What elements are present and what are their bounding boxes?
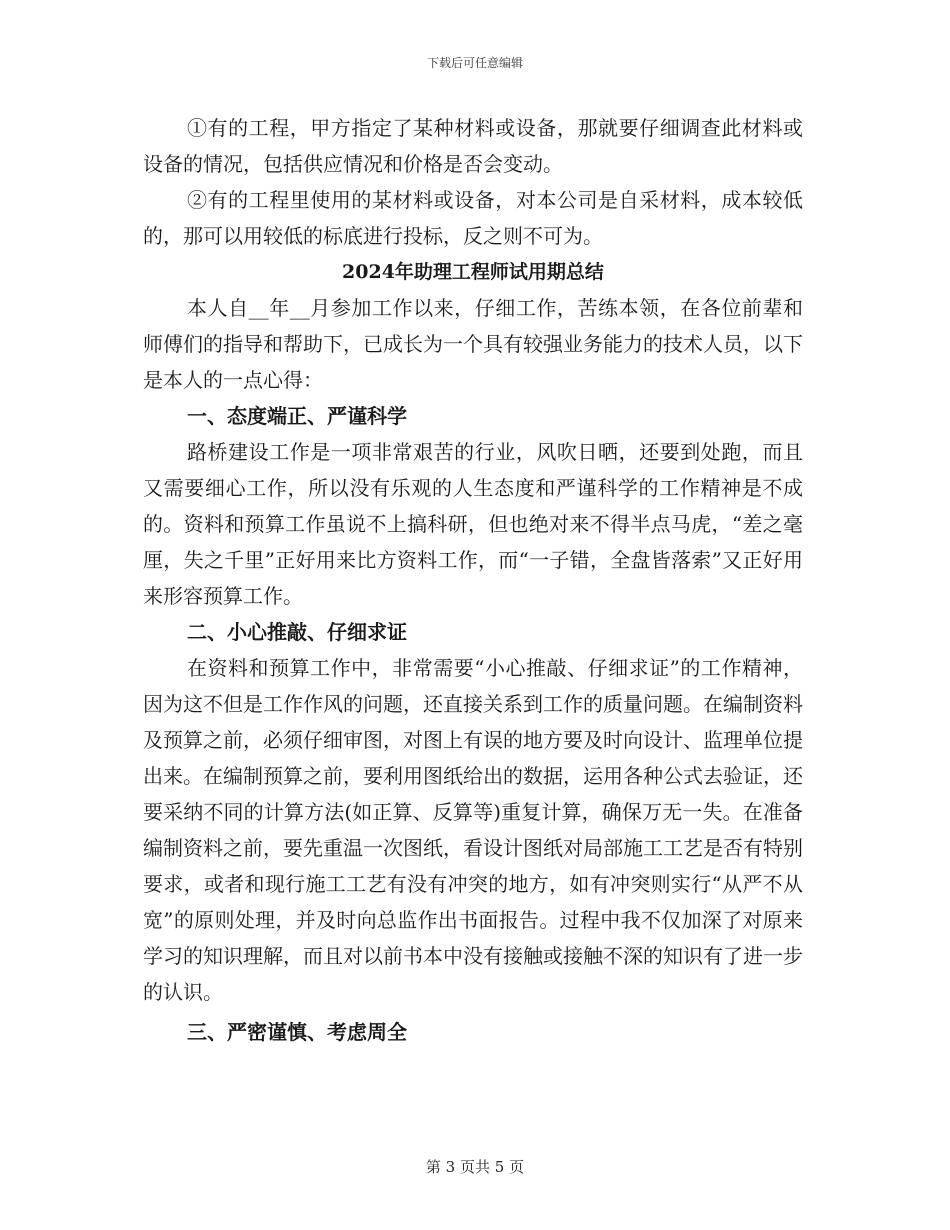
paragraph-material-note-2: ②有的工程里使用的某材料或设备，对本公司是自采材料，成本较低的，那可以用较低的标底进行投标，反之则不可为。 xyxy=(143,188,803,248)
paragraph-section-2: 在资料和预算工作中，非常需要“小心推敲、仔细求证”的工作精神，因为这不但是工作作风的问题，还直接关系到工作的质量问题。在编制资料及预算之前，必须仔细审图，对图上有误的地方要及时向设计、监理单位提出来。在编制预算之前，要利用图纸给出的数据，运用各种公式去验证，还要采纳不同的计算方法(如正算、反算等)重复计算，确保万无一失。在准备编制资料之前，要先重温一次图纸，看设计图纸对局部施工工艺是否有特别要求，或者和现行施工工艺有没有冲突的地方，如有冲突则实行“从严不从宽”的原则处理，并及时向总监作出书面报告。过程中我不仅加深了对原来学习的知识理解，而且对以前书本中没有接触或接触不深的知识有了进一步的认识。 xyxy=(143,656,803,1004)
page-footer: 第 3 页共 5 页 xyxy=(425,1158,525,1176)
paragraph-intro: 本人自__年__月参加工作以来，仔细工作，苦练本领，在各位前辈和师傅们的指导和帮助下，已成长为一个具有较强业务能力的技术人员，以下是本人的一点心得： xyxy=(143,296,803,392)
document-body xyxy=(143,110,803,1050)
paragraph-material-note-1: ①有的工程，甲方指定了某种材料或设备，那就要仔细调查此材料或设备的情况，包括供应情况和价格是否会变动。 xyxy=(143,116,803,176)
paragraph-section-1: 路桥建设工作是一项非常艰苦的行业，风吹日晒，还要到处跑，而且又需要细心工作，所以没有乐观的人生态度和严谨科学的工作精神是不成的。资料和预算工作虽说不上搞科研，但也绝对来不得半点马虎，“差之毫厘，失之千里”正好用来比方资料工作，而“一子错，全盘皆落索”又正好用来形容预算工作。 xyxy=(143,440,803,608)
section-heading-2: 二、小心推敲、仔细求证 xyxy=(187,620,407,644)
document-title: 2024年助理工程师试用期总结 xyxy=(342,261,604,283)
page-header: 下载后可任意编辑 xyxy=(426,56,523,70)
section-heading-1: 一、态度端正、严谨科学 xyxy=(187,404,407,428)
section-heading-3: 三、严密谨慎、考虑周全 xyxy=(187,1020,407,1044)
